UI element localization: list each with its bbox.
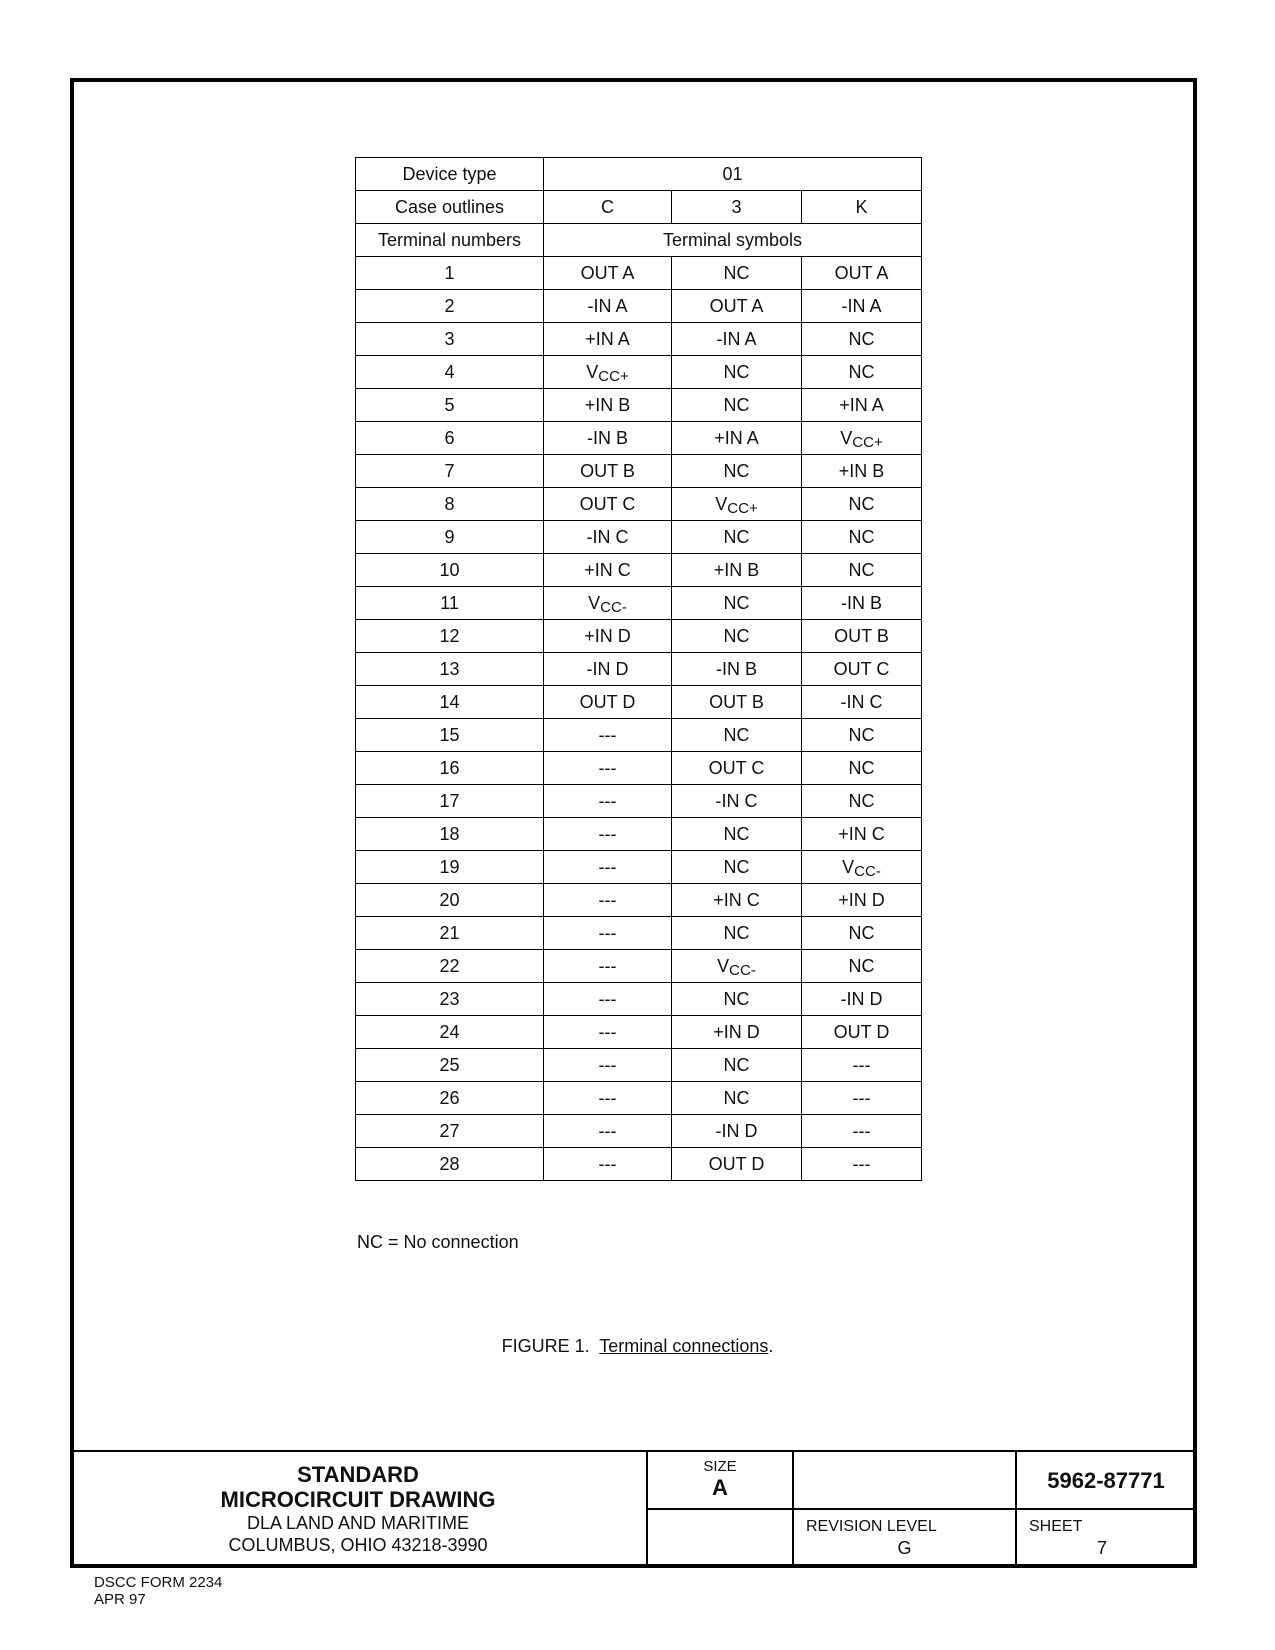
symbol-case-c: +IN C: [544, 554, 672, 587]
title-line-microcircuit: MICROCIRCUIT DRAWING: [220, 1487, 496, 1512]
title-block-agency: [70, 1452, 648, 1568]
symbol-case-3: NC: [672, 983, 802, 1016]
terminal-connections-table: [355, 157, 922, 1181]
symbol-case-k: ---: [802, 1049, 922, 1082]
form-id: [94, 1574, 222, 1608]
terminal-number: 6: [356, 422, 544, 455]
symbol-case-k: +IN D: [802, 884, 922, 917]
case-outlines-label: Case outlines: [356, 191, 544, 224]
symbol-case-c: ---: [544, 752, 672, 785]
symbol-case-c: VCC-: [544, 587, 672, 620]
terminal-number: 15: [356, 719, 544, 752]
symbol-case-k: +IN C: [802, 818, 922, 851]
terminal-number: 7: [356, 455, 544, 488]
symbol-case-3: +IN C: [672, 884, 802, 917]
symbol-case-c: ---: [544, 1049, 672, 1082]
terminal-number: 23: [356, 983, 544, 1016]
terminal-number: 13: [356, 653, 544, 686]
table-row: [356, 323, 922, 356]
terminal-number: 5: [356, 389, 544, 422]
symbol-case-3: OUT A: [672, 290, 802, 323]
terminal-number: 9: [356, 521, 544, 554]
device-type-value: 01: [544, 158, 922, 191]
symbol-case-k: ---: [802, 1082, 922, 1115]
terminal-number: 25: [356, 1049, 544, 1082]
terminal-number: 3: [356, 323, 544, 356]
symbol-case-3: NC: [672, 587, 802, 620]
symbol-case-c: ---: [544, 884, 672, 917]
symbol-case-3: NC: [672, 257, 802, 290]
blank-cell: [648, 1510, 794, 1568]
table-row: [356, 488, 922, 521]
revision-value: G: [897, 1538, 912, 1558]
table-row: [356, 983, 922, 1016]
symbol-case-3: NC: [672, 719, 802, 752]
symbol-case-c: ---: [544, 719, 672, 752]
terminal-number: 4: [356, 356, 544, 389]
table-row: [356, 686, 922, 719]
drawing-number: 5962-87771: [1017, 1452, 1195, 1510]
terminal-number: 17: [356, 785, 544, 818]
symbol-case-k: NC: [802, 554, 922, 587]
symbol-case-k: -IN A: [802, 290, 922, 323]
table-row: [356, 290, 922, 323]
blank-cell: [794, 1452, 1017, 1510]
table-row: [356, 653, 922, 686]
terminal-number: 11: [356, 587, 544, 620]
revision-label: REVISION LEVEL: [806, 1518, 937, 1535]
case-outline-3: 3: [672, 191, 802, 224]
symbol-case-k: NC: [802, 356, 922, 389]
table-row: [356, 620, 922, 653]
terminal-number: 26: [356, 1082, 544, 1115]
symbol-case-3: -IN A: [672, 323, 802, 356]
table-row: [356, 1115, 922, 1148]
terminal-number: 12: [356, 620, 544, 653]
case-outline-c: C: [544, 191, 672, 224]
sheet-label: SHEET: [1029, 1518, 1083, 1535]
symbol-case-k: NC: [802, 488, 922, 521]
table-row: [356, 257, 922, 290]
symbol-case-c: +IN A: [544, 323, 672, 356]
symbol-case-3: NC: [672, 1082, 802, 1115]
table-row: [356, 389, 922, 422]
figure-caption-prefix: FIGURE 1.: [501, 1336, 590, 1356]
symbol-case-3: NC: [672, 1049, 802, 1082]
table-row: [356, 1148, 922, 1181]
symbol-case-c: ---: [544, 785, 672, 818]
table-row: [356, 587, 922, 620]
nc-note: NC = No connection: [357, 1232, 519, 1252]
symbol-case-k: -IN C: [802, 686, 922, 719]
device-type-label: Device type: [356, 158, 544, 191]
terminal-number: 22: [356, 950, 544, 983]
symbol-case-3: OUT D: [672, 1148, 802, 1181]
figure-caption-suffix: .: [768, 1336, 774, 1356]
table-row: [356, 1082, 922, 1115]
symbol-case-k: OUT D: [802, 1016, 922, 1049]
figure-caption: [0, 1336, 1275, 1357]
symbol-case-c: ---: [544, 1115, 672, 1148]
symbol-case-k: -IN B: [802, 587, 922, 620]
size-label: SIZE: [703, 1458, 737, 1475]
symbol-case-3: NC: [672, 356, 802, 389]
symbol-case-k: NC: [802, 785, 922, 818]
terminal-number: 19: [356, 851, 544, 884]
symbol-case-c: -IN B: [544, 422, 672, 455]
terminal-number: 20: [356, 884, 544, 917]
table-row: [356, 521, 922, 554]
symbol-case-c: ---: [544, 950, 672, 983]
size-cell: [648, 1452, 794, 1510]
symbol-case-k: ---: [802, 1148, 922, 1181]
symbol-case-c: OUT B: [544, 455, 672, 488]
sheet-cell: [1017, 1510, 1195, 1568]
symbol-case-3: +IN A: [672, 422, 802, 455]
symbol-case-c: OUT C: [544, 488, 672, 521]
title-line-standard: STANDARD: [297, 1462, 419, 1487]
symbol-case-c: ---: [544, 1016, 672, 1049]
symbol-case-k: +IN A: [802, 389, 922, 422]
symbol-case-k: OUT B: [802, 620, 922, 653]
table-row: [356, 1016, 922, 1049]
symbol-case-3: OUT C: [672, 752, 802, 785]
table-row: [356, 752, 922, 785]
symbol-case-c: -IN C: [544, 521, 672, 554]
terminal-symbols-label: Terminal symbols: [544, 224, 922, 257]
symbol-case-c: -IN A: [544, 290, 672, 323]
terminal-number: 24: [356, 1016, 544, 1049]
table-row: [356, 422, 922, 455]
revision-cell: [794, 1510, 1017, 1568]
title-line-address: COLUMBUS, OHIO 43218-3990: [228, 1535, 488, 1555]
terminal-number: 1: [356, 257, 544, 290]
symbol-case-3: -IN C: [672, 785, 802, 818]
symbol-case-k: NC: [802, 752, 922, 785]
symbol-case-3: OUT B: [672, 686, 802, 719]
case-outline-k: K: [802, 191, 922, 224]
table-row: [356, 1049, 922, 1082]
table-row: [356, 554, 922, 587]
terminal-number: 14: [356, 686, 544, 719]
title-line-agency: DLA LAND AND MARITIME: [246, 1513, 470, 1533]
terminal-number: 21: [356, 917, 544, 950]
symbol-case-k: NC: [802, 323, 922, 356]
symbol-case-c: +IN B: [544, 389, 672, 422]
symbol-case-c: OUT D: [544, 686, 672, 719]
table-row: [356, 455, 922, 488]
symbol-case-c: OUT A: [544, 257, 672, 290]
symbol-case-k: -IN D: [802, 983, 922, 1016]
terminal-number: 18: [356, 818, 544, 851]
symbol-case-3: -IN D: [672, 1115, 802, 1148]
table-row: [356, 884, 922, 917]
terminal-number: 28: [356, 1148, 544, 1181]
terminal-number: 27: [356, 1115, 544, 1148]
table-row: [356, 719, 922, 752]
symbol-case-3: VCC-: [672, 950, 802, 983]
symbol-case-c: ---: [544, 983, 672, 1016]
table-header-row: [356, 191, 922, 224]
symbol-case-c: -IN D: [544, 653, 672, 686]
form-date: APR 97: [94, 1591, 146, 1608]
terminal-number: 2: [356, 290, 544, 323]
table-row: [356, 356, 922, 389]
symbol-case-3: +IN D: [672, 1016, 802, 1049]
table-header-row: [356, 158, 922, 191]
symbol-case-k: VCC+: [802, 422, 922, 455]
symbol-case-c: VCC+: [544, 356, 672, 389]
table-row: [356, 818, 922, 851]
symbol-case-3: -IN B: [672, 653, 802, 686]
size-value: A: [712, 1475, 728, 1500]
symbol-case-3: NC: [672, 917, 802, 950]
symbol-case-3: NC: [672, 818, 802, 851]
symbol-case-3: NC: [672, 521, 802, 554]
symbol-case-3: NC: [672, 455, 802, 488]
table-row: [356, 917, 922, 950]
symbol-case-k: NC: [802, 521, 922, 554]
symbol-case-c: ---: [544, 917, 672, 950]
figure-caption-title: Terminal connections: [599, 1336, 769, 1356]
symbol-case-3: VCC+: [672, 488, 802, 521]
symbol-case-c: ---: [544, 818, 672, 851]
symbol-case-k: NC: [802, 950, 922, 983]
terminal-number: 10: [356, 554, 544, 587]
symbol-case-3: +IN B: [672, 554, 802, 587]
symbol-case-3: NC: [672, 389, 802, 422]
symbol-case-k: VCC-: [802, 851, 922, 884]
table-row: [356, 785, 922, 818]
table-row: [356, 851, 922, 884]
symbol-case-k: NC: [802, 917, 922, 950]
terminal-number: 16: [356, 752, 544, 785]
symbol-case-k: ---: [802, 1115, 922, 1148]
title-block: [70, 1450, 1197, 1568]
terminal-number: 8: [356, 488, 544, 521]
symbol-case-c: ---: [544, 851, 672, 884]
symbol-case-c: ---: [544, 1148, 672, 1181]
symbol-case-c: ---: [544, 1082, 672, 1115]
table-row: [356, 950, 922, 983]
symbol-case-3: NC: [672, 620, 802, 653]
sheet-value: 7: [1096, 1538, 1107, 1558]
symbol-case-k: +IN B: [802, 455, 922, 488]
form-number: DSCC FORM 2234: [94, 1574, 223, 1591]
symbol-case-k: NC: [802, 719, 922, 752]
symbol-case-k: OUT C: [802, 653, 922, 686]
symbol-case-k: OUT A: [802, 257, 922, 290]
symbol-case-c: +IN D: [544, 620, 672, 653]
terminal-numbers-label: Terminal numbers: [356, 224, 544, 257]
table-header-row: [356, 224, 922, 257]
symbol-case-3: NC: [672, 851, 802, 884]
